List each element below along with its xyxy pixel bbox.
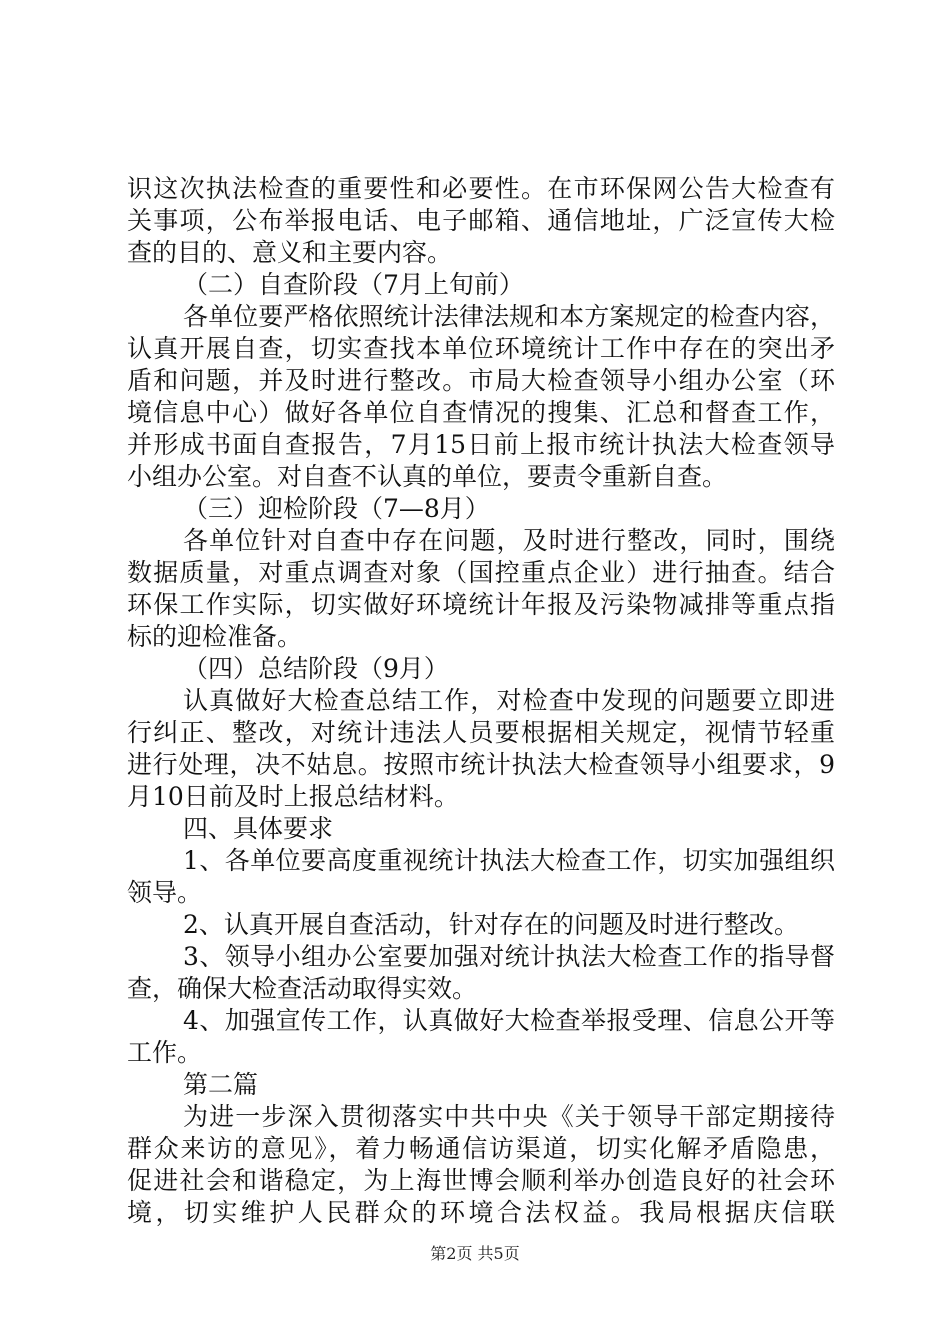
text-line: 数据质量，对重点调查对象（国控重点企业）进行抽查。结合 [127,558,835,587]
text-line: 1、各单位要高度重视统计执法大检查工作，切实加强组织 [183,846,835,875]
text-line: （二）自查阶段（7月上旬前） [183,270,524,299]
text-line: 查，确保大检查活动取得实效。 [127,974,478,1003]
text-line: 境信息中心）做好各单位自查情况的搜集、汇总和督查工作， [127,398,835,427]
text-line: 2、认真开展自查活动，针对存在的问题及时进行整改。 [183,910,799,939]
document-body [127,173,835,1229]
text-line: 标的迎检准备。 [127,622,303,651]
text-line: 3、领导小组办公室要加强对统计执法大检查工作的指导督 [183,942,835,971]
text-line: 四、具体要求 [183,814,334,843]
text-line: 领导。 [127,878,203,907]
text-line: 识这次执法检查的重要性和必要性。在市环保网公告大检查有 [127,174,835,203]
text-line: 查的目的、意义和主要内容。 [127,238,453,267]
text-line: 第二篇 [183,1070,259,1099]
text-line: 认真开展自查，切实查找本单位环境统计工作中存在的突出矛 [127,334,835,363]
text-line: 工作。 [127,1038,203,1067]
text-line: 境，切实维护人民群众的环境合法权益。我局根据庆信联 [127,1198,835,1227]
page-footer [0,1244,950,1264]
text-line: 盾和问题，并及时进行整改。市局大检查领导小组办公室（环 [127,366,835,395]
text-line: 小组办公室。对自查不认真的单位，要责令重新自查。 [127,462,728,491]
text-line: 促进社会和谐稳定，为上海世博会顺利举办创造良好的社会环 [127,1166,835,1195]
text-line: 群众来访的意见》，着力畅通信访渠道，切实化解矛盾隐患， [127,1134,835,1163]
text-line: 为进一步深入贯彻落实中共中央《关于领导干部定期接待 [183,1102,835,1131]
text-line: 行纠正、整改，对统计违法人员要根据相关规定，视情节轻重 [127,718,835,747]
text-line: 并形成书面自查报告，7月15日前上报市统计执法大检查领导 [127,430,835,459]
text-line: 环保工作实际，切实做好环境统计年报及污染物减排等重点指 [127,590,835,619]
text-line: （四）总结阶段（9月） [183,654,449,683]
text-line: 各单位针对自查中存在问题，及时进行整改，同时，围绕 [183,526,835,555]
text-line: 4、加强宣传工作，认真做好大检查举报受理、信息公开等 [183,1006,835,1035]
text-line: 认真做好大检查总结工作，对检查中发现的问题要立即进 [183,686,835,715]
page-number-label: 第2页 共5页 [430,1244,520,1263]
text-line: （三）迎检阶段（7—8月） [183,494,490,523]
text-line: 各单位要严格依照统计法律法规和本方案规定的检查内容， [183,302,835,331]
text-line: 关事项，公布举报电话、电子邮箱、通信地址，广泛宣传大检 [127,206,835,235]
text-line: 月10日前及时上报总结材料。 [127,782,459,811]
text-line: 进行处理，决不姑息。按照市统计执法大检查领导小组要求，9 [127,750,835,779]
